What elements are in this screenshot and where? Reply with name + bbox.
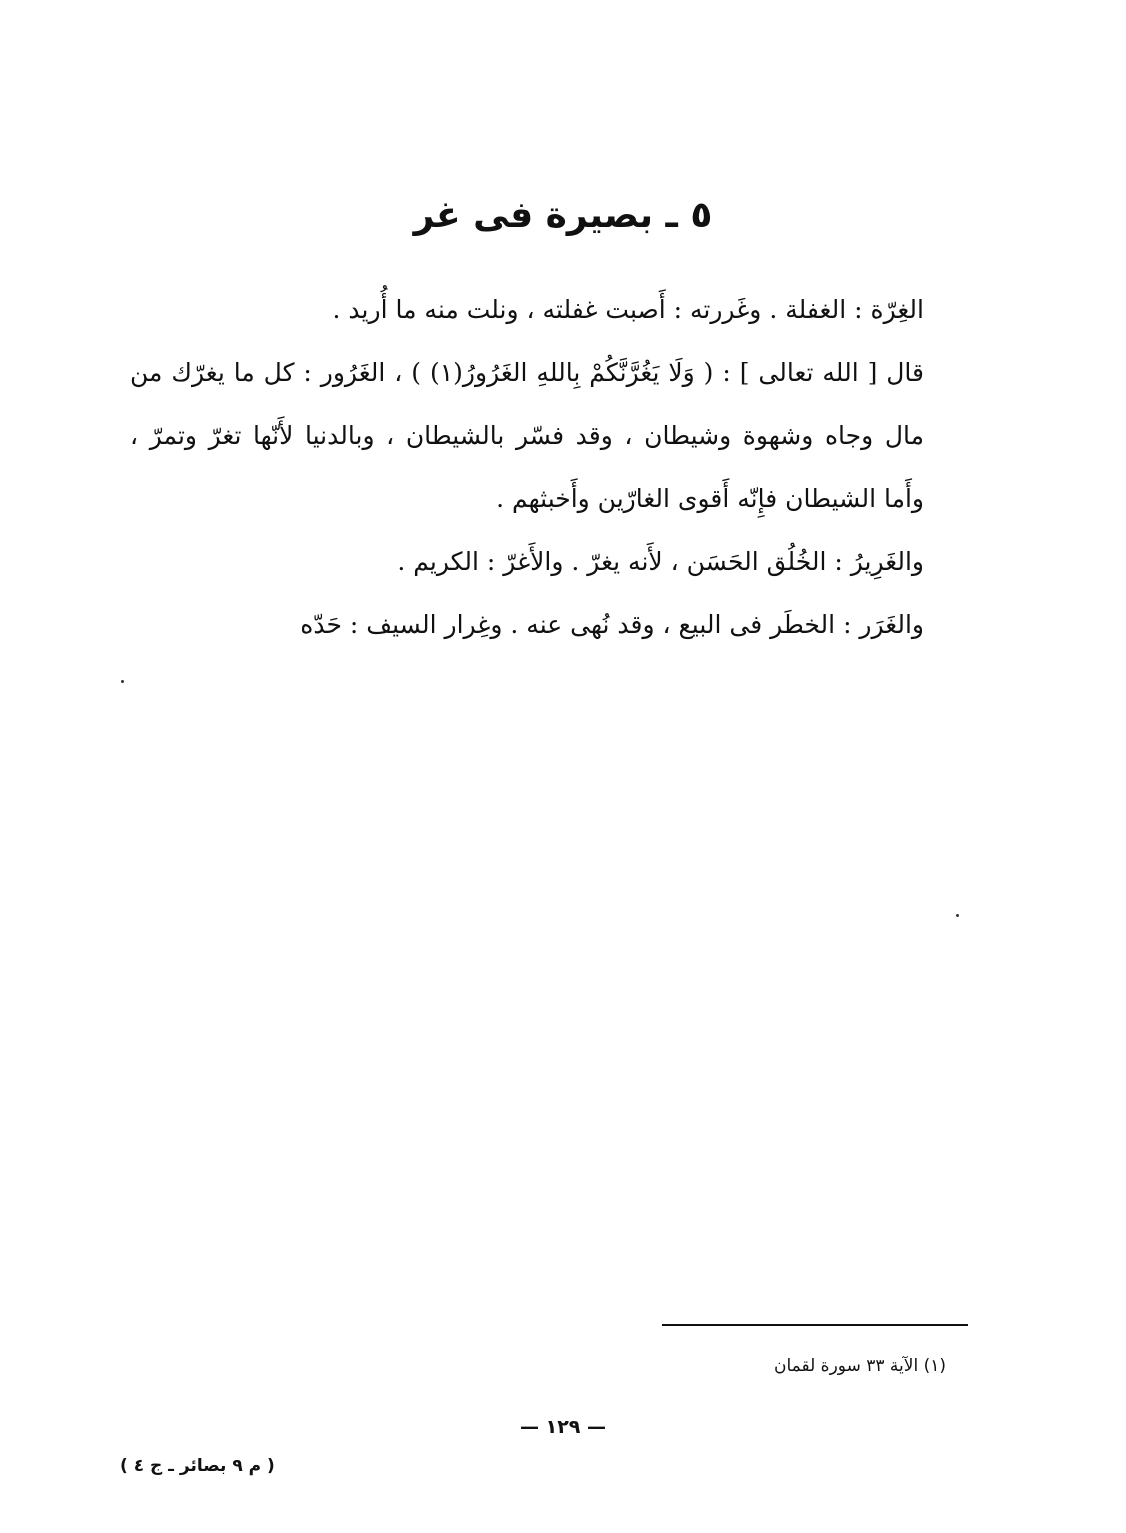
scan-speck (121, 680, 124, 683)
paragraph-1: الغِرّة : الغفلة . وغَررته : أَصبت غفلته ، ونلت منه ما أُريد . (332, 295, 924, 324)
footnote: (١) الآية ٣٣ سورة لقمان (774, 1356, 946, 1376)
paragraph-2: قال [ الله تعالى ] : ( وَلَا يَغُرَّنَّكُمْ بِاللهِ الغَرُورُ(١) ) ، الغَرُور : كل ما يغرّك من مال وجاه وشهوة وشيطان ، وقد فسّر بالشيطان ، وبالدنيا لأَنّها تغرّ وتمرّ ، وأَما الشيطان فإِنّه أَقوى الغارّين وأَخبثهم . (130, 358, 924, 513)
printer-signature: ( م ٩ بصائر ـ ج ٤ ) (120, 1456, 275, 1476)
page-number: — ١٢٩ — (519, 1416, 607, 1438)
paragraph-3: والغَرِيرُ : الخُلُق الحَسَن ، لأَنه يغرّ . والأَغرّ : الكريم . (397, 547, 924, 576)
paragraph-4: والغَرَر : الخطَر فى البيع ، وقد نُهى عنه . وغِرار السيف : حَدّه (300, 610, 924, 639)
section-title: ٥ ـ بصيرة فى غر (413, 195, 713, 236)
scan-speck (956, 914, 959, 917)
body-text (130, 278, 976, 656)
footnote-divider (662, 1324, 968, 1326)
